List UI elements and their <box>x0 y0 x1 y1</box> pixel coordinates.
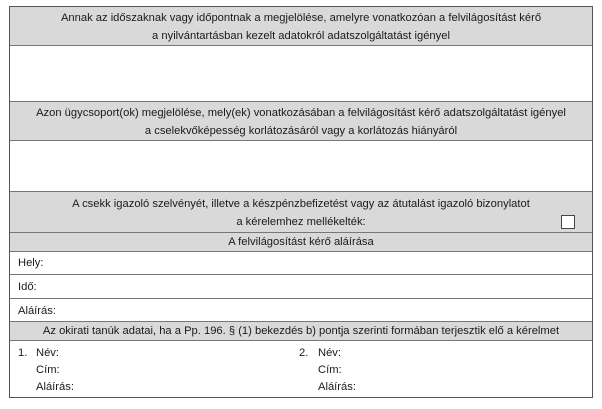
period-input-area[interactable] <box>10 46 592 102</box>
signature-area <box>10 252 592 322</box>
case-group-input-area[interactable] <box>10 141 592 192</box>
witness-1-signature-label: Aláírás: <box>36 381 74 393</box>
time-label: Idő: <box>18 281 37 293</box>
case-group-header-line-1: Azon ügycsoport(ok) megjelölése, mely(ek) vonatkozásában a felvilágosítást kérő adatszolgáltatást igényel <box>36 107 566 119</box>
attachment-header <box>10 192 592 233</box>
place-divider <box>10 274 592 275</box>
witness-2-address-label: Cím: <box>318 364 342 376</box>
witness-1-address-label: Cím: <box>36 364 60 376</box>
period-header-line-1: Annak az időszaknak vagy időpontnak a megjelölése, amelyre vonatkozóan a felvilágosítást kérő <box>60 12 542 24</box>
place-label: Hely: <box>18 257 44 269</box>
case-group-header <box>10 102 592 141</box>
witness-header-title: Az okirati tanúk adatai, ha a Pp. 196. § (1) bekezdés b) pontja szerinti formában terjesztik elő a kérelmet <box>42 325 560 337</box>
witness-area <box>10 341 592 397</box>
signature-header <box>10 233 592 252</box>
attachment-header-line-2: a kérelemhez mellékelték: <box>236 216 366 228</box>
signature-label: Aláírás: <box>18 305 56 317</box>
period-header <box>10 7 592 46</box>
request-form <box>9 6 593 398</box>
attachment-checkbox[interactable] <box>561 215 575 229</box>
witness-2-name-label: Név: <box>318 347 342 359</box>
attachment-header-line-1: A csekk igazoló szelvényét, illetve a készpénzbefizetést vagy az átutalást igazoló bizonylatot <box>72 198 530 210</box>
witness-1-number: 1. <box>18 347 28 359</box>
witness-header <box>10 322 592 341</box>
period-header-line-2: a nyilvántartásban kezelt adatokról adatszolgáltatást igényel <box>152 30 450 42</box>
witness-1-name-label: Név: <box>36 347 60 359</box>
time-divider <box>10 298 592 299</box>
witness-2-number: 2. <box>299 347 309 359</box>
case-group-header-line-2: a cselekvőképesség korlátozásáról vagy a korlátozás hiányáról <box>144 125 458 137</box>
signature-header-title: A felvilágosítást kérő aláírása <box>228 236 374 248</box>
witness-2-signature-label: Aláírás: <box>318 381 356 393</box>
